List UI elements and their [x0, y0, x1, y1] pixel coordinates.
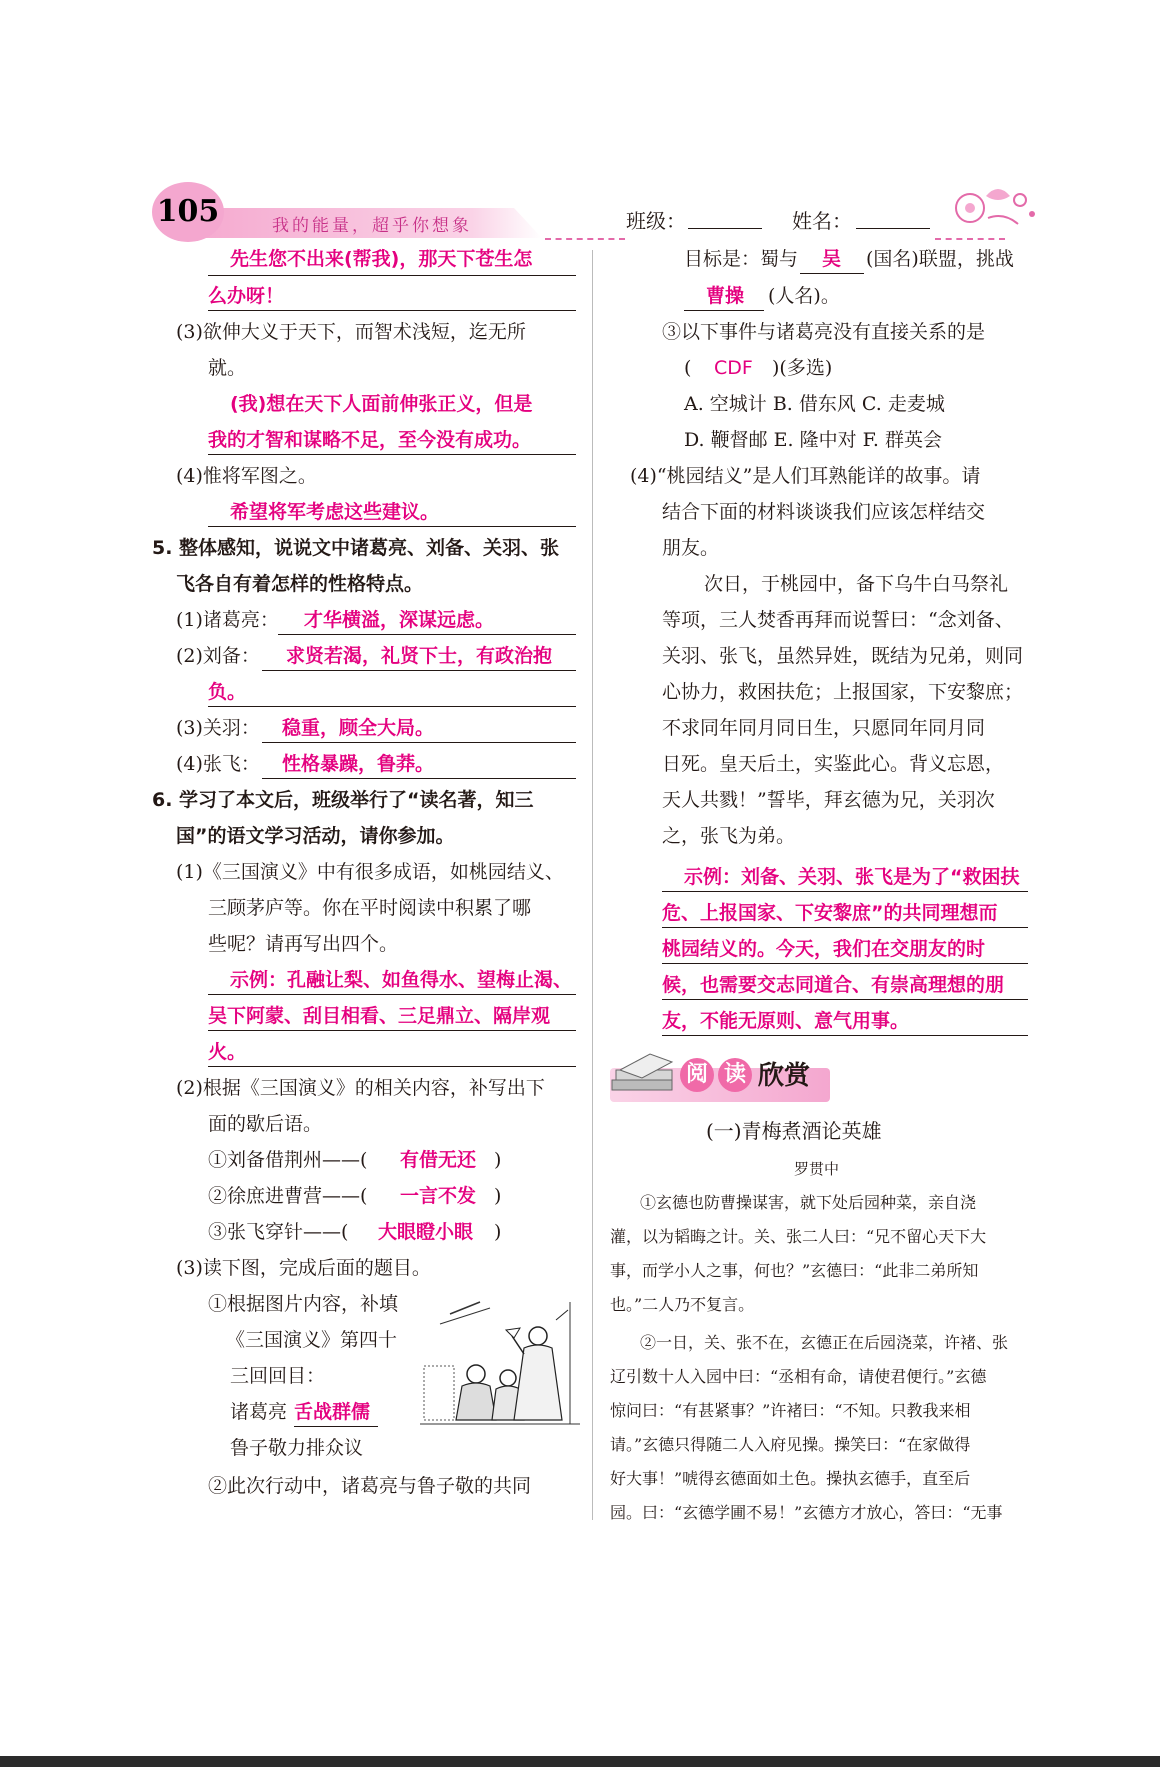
answer-underline	[662, 927, 1028, 928]
answer-underline	[208, 1066, 576, 1067]
material-text: 关羽、张飞，虽然异姓，既结为兄弟，则同	[662, 645, 1024, 667]
material-text: 之，张飞为弟。	[662, 825, 796, 847]
answer-underline	[262, 778, 576, 779]
item-label: (1)诸葛亮：	[176, 609, 279, 631]
answer-line: (我)想在天下人面前伸张正义，但是	[230, 393, 533, 415]
question-text: 面的歇后语。	[208, 1113, 323, 1135]
options-row: D. 鞭督邮 E. 隆中对 F. 群英会	[684, 429, 942, 451]
material-text: 天人共戮！”誓毕，拜玄德为兄，关羽次	[662, 789, 995, 811]
section-char-1: 阅	[680, 1058, 714, 1092]
options-row: A. 空城计 B. 借东风 C. 走麦城	[684, 393, 945, 415]
answer-underline	[208, 454, 576, 455]
question-text: 三回回目：	[230, 1365, 326, 1387]
answer-underline	[662, 999, 1028, 1000]
answer-underline	[208, 1030, 576, 1031]
question-5: 5. 整体感知，说说文中诸葛亮、刘备、关羽、张	[152, 537, 560, 559]
question-text: 朋友。	[662, 537, 720, 559]
question-text: 结合下面的材料谈谈我们应该怎样结交	[662, 501, 986, 523]
answer-line: 大眼瞪小眼	[378, 1221, 474, 1243]
material-text: 等项，三人焚香再拜而说誓曰：“念刘备、	[662, 609, 1014, 631]
answer-underline	[262, 670, 576, 671]
close-paren: )	[494, 1221, 502, 1243]
name-label: 姓名：	[792, 209, 852, 233]
question-text: (3)欲伸大义于天下，而智术浅短，迄无所	[176, 321, 526, 343]
answer-line: 桃园结义的。今天，我们在交朋友的时	[662, 938, 986, 960]
question-text: (2)根据《三国演义》的相关内容，补写出下	[176, 1077, 545, 1099]
header-dash-left	[545, 238, 625, 240]
article-text: 惊问曰：“有甚紧事？”许褚曰：“不知。只教我来相	[610, 1401, 971, 1420]
name-blank	[856, 228, 930, 229]
question-text: (国名)联盟，挑战	[866, 248, 1014, 270]
question-text: 鲁子敬力排众议	[230, 1437, 364, 1459]
answer-underline	[294, 1426, 378, 1427]
flower-ornament-icon	[950, 178, 1040, 238]
question-text: ②此次行动中，诸葛亮与鲁子敬的共同	[208, 1475, 532, 1497]
article-text: 事，而学小人之事，何也？”玄德曰：“此非二弟所知	[610, 1261, 979, 1280]
answer-line: 吴	[822, 248, 842, 270]
answer-line: 友，不能无原则、意气用事。	[662, 1010, 910, 1032]
answer-underline	[262, 742, 576, 743]
answer-line: 有借无还	[400, 1149, 477, 1171]
article-text: ②一日，关、张不在，玄德正在后园浇菜，许褚、张	[640, 1333, 1009, 1352]
question-text: 些呢？请再写出四个。	[208, 933, 399, 955]
answer-line: 舌战群儒	[294, 1401, 371, 1423]
question-text: (1)《三国演义》中有很多成语，如桃园结义、	[176, 861, 564, 883]
answer-line: 希望将军考虑这些建议。	[230, 501, 440, 523]
material-text: 不求同年同月同日生，只愿同年同月同	[662, 717, 986, 739]
answer-underline	[684, 310, 764, 311]
column-divider	[592, 250, 593, 1520]
question-text: 三顾茅庐等。你在平时阅读中积累了哪	[208, 897, 532, 919]
answer-underline	[208, 275, 576, 276]
three-kingdoms-illustration	[420, 1294, 580, 1434]
item-label: (3)关羽：	[176, 717, 260, 739]
item-label: (2)刘备：	[176, 645, 260, 667]
question-text: 目标是：蜀与	[684, 248, 799, 270]
answer-line: 示例：孔融让梨、如鱼得水、望梅止渴、	[230, 969, 573, 991]
answer-line: 一言不发	[400, 1185, 477, 1207]
page-number: 105	[152, 182, 224, 242]
material-text: 次日，于桃园中，备下乌牛白马祭礼	[704, 573, 1009, 595]
question-text: ③以下事件与诸葛亮没有直接关系的是	[662, 321, 986, 343]
question-5-cont: 飞各自有着怎样的性格特点。	[176, 573, 424, 595]
answer-underline	[662, 891, 1028, 892]
answer-line: 候，也需要交志同道合、有崇高理想的朋	[662, 974, 1005, 996]
paren-close: )(多选)	[772, 357, 833, 379]
header-motto: 我的能量，超乎你想象	[272, 216, 472, 236]
paren-open: (	[684, 357, 692, 379]
answer-line: 火。	[208, 1041, 247, 1063]
answer-underline	[208, 994, 576, 995]
article-text: ①玄德也防曹操谋害，就下处后园种菜，亲自浇	[640, 1193, 977, 1212]
item-label: 诸葛亮	[230, 1401, 288, 1423]
answer-underline	[208, 706, 576, 707]
section-title: 欣赏	[758, 1061, 811, 1091]
answer-underline	[662, 1035, 1028, 1036]
close-paren: )	[494, 1185, 502, 1207]
answer-underline	[800, 273, 864, 274]
article-text: 园。曰：“玄德学圃不易！”玄德方才放心，答曰：“无事	[610, 1503, 1003, 1522]
question-text: (人名)。	[768, 285, 840, 307]
answer-line: 示例：刘备、关羽、张飞是为了“救困扶	[684, 866, 1020, 888]
xiehouyu-label: ③张飞穿针——(	[208, 1221, 349, 1243]
article-text: 辽引数十人入园中曰：“丞相有命，请使君便行。”玄德	[610, 1367, 987, 1386]
section-char-2: 读	[718, 1058, 752, 1092]
answer-line: 求贤若渴，礼贤下士，有政治抱	[286, 645, 553, 667]
article-text: 灌，以为韬晦之计。关、张二人曰：“兄不留心天下大	[610, 1227, 987, 1246]
question-text: (4)惟将军图之。	[176, 465, 317, 487]
item-label: (4)张飞：	[176, 753, 260, 775]
close-paren: )	[494, 1149, 502, 1171]
material-text: 心协力，救困扶危；上报国家，下安黎庶；	[662, 681, 1024, 703]
answer-line: 稳重，顾全大局。	[282, 717, 435, 739]
question-text: (4)“桃园结义”是人们耳熟能详的故事。请	[630, 465, 981, 487]
answer-line: 么办呀！	[208, 285, 285, 307]
answer-underline	[662, 963, 1028, 964]
answer-line: 我的才智和谋略不足，至今没有成功。	[208, 429, 532, 451]
class-blank	[688, 228, 762, 229]
answer-underline	[278, 634, 576, 635]
question-text: 就。	[208, 357, 247, 379]
answer-line: 性格暴躁，鲁莽。	[282, 753, 435, 775]
material-text: 日死。皇天后土，实鉴此心。背义忘恩，	[662, 753, 1005, 775]
question-6: 6. 学习了本文后，班级举行了“读名著，知三	[152, 789, 534, 811]
article-author: 罗贯中	[794, 1160, 840, 1178]
article-text: 请。”玄德只得随二人入府见操。操笑曰：“在家做得	[610, 1435, 971, 1454]
bottom-bar	[0, 1756, 1160, 1767]
article-text: 也。”二人乃不复言。	[610, 1295, 755, 1314]
answer-line: 负。	[208, 681, 247, 703]
answer-line: 先生您不出来(帮我)，那天下苍生怎	[230, 248, 533, 270]
xiehouyu-label: ①刘备借荆州——(	[208, 1149, 368, 1171]
answer-line: 曹操	[706, 285, 745, 307]
answer-line: 吴下阿蒙、刮目相看、三足鼎立、隔岸观	[208, 1005, 551, 1027]
article-text: 好大事！”唬得玄德面如土色。操执玄德手，直至后	[610, 1469, 971, 1488]
question-text: 《三国演义》第四十	[226, 1329, 398, 1351]
header-dash-right	[935, 238, 1005, 240]
answer-line: 危、上报国家、下安黎庶”的共同理想而	[662, 902, 998, 924]
answer-underline	[208, 526, 576, 527]
xiehouyu-label: ②徐庶进曹营——(	[208, 1185, 368, 1207]
question-text: ①根据图片内容，补填	[208, 1293, 399, 1315]
answer-line: CDF	[714, 357, 753, 379]
answer-underline	[208, 310, 576, 311]
question-6-cont: 国”的语文学习活动，请你参加。	[176, 825, 455, 847]
class-label: 班级：	[626, 209, 686, 233]
books-icon	[608, 1050, 678, 1104]
article-title: (一)青梅煮酒论英雄	[706, 1119, 882, 1143]
question-text: (3)读下图，完成后面的题目。	[176, 1257, 431, 1279]
answer-line: 才华横溢，深谋远虑。	[304, 609, 495, 631]
